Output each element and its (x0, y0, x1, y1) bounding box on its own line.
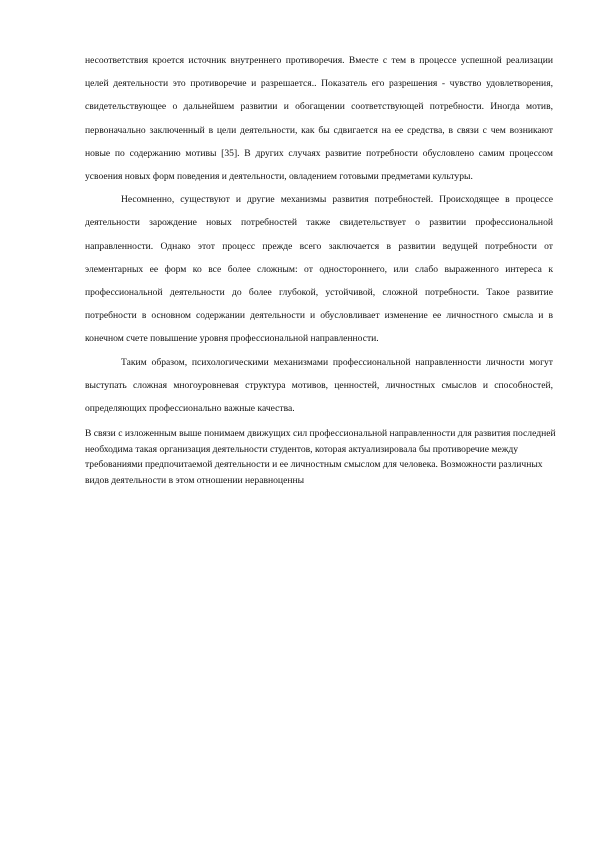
paragraph-1: несоответствия кроется источник внутреннего противоречия. Вместе с тем в процессе успешной реализации целей деятельности это противоречие и разрешается.. Показатель его разрешения - чувство удовлетворения, свидетельствующее о дальнейшем развитии и обогащении соответствующей потребности. Иногда мотив, первоначально заключенный в цели деятельности, как бы сдвигается на ее средства, в связи с чем возникают новые по содержанию мотивы [35]. В других случаях развитие потребности обусловлено самим процессом усвоения новых форм поведения и деятельности, овладением готовыми предметами культуры. (85, 55, 553, 183)
note-paragraph: В связи с изложенным выше понимаем движущих сил профессиональной направленности для развития последней необходима такая организация деятельности студентов, которая актуализировала бы противоречие между требованиями предпочитаемой деятельности и ее личностным смыслом для человека. Возможности различных видов деятельности в этом отношении неравноценны (85, 428, 556, 487)
paragraph-2: Несомненно, существуют и другие механизмы развития потребностей. Происходящее в процессе деятельности зарождение новых потребностей также свидетельствует о развитии профессиональной направленности. Однако этот процесс прежде всего заключается в развитии ведущей потребности от элементарных ее форм ко все более сложным: от одностороннего, или слабо выраженного интереса к профессиональной деятельности до более глубокой, устойчивой, сложной потребности. Такое развитие потребности в основном содержании деятельности и обусловливает изменение ее личностного смысла и в конечном счете повышение уровня профессиональной направленности. (85, 194, 553, 345)
document-body (85, 49, 556, 489)
paragraph-3: Таким образом, психологическими механизмами профессиональной направленности личности могут выступать сложная многоуровневая структура мотивов, ценностей, личностных смыслов и способностей, определяющих профессионально важные качества. (85, 356, 553, 415)
